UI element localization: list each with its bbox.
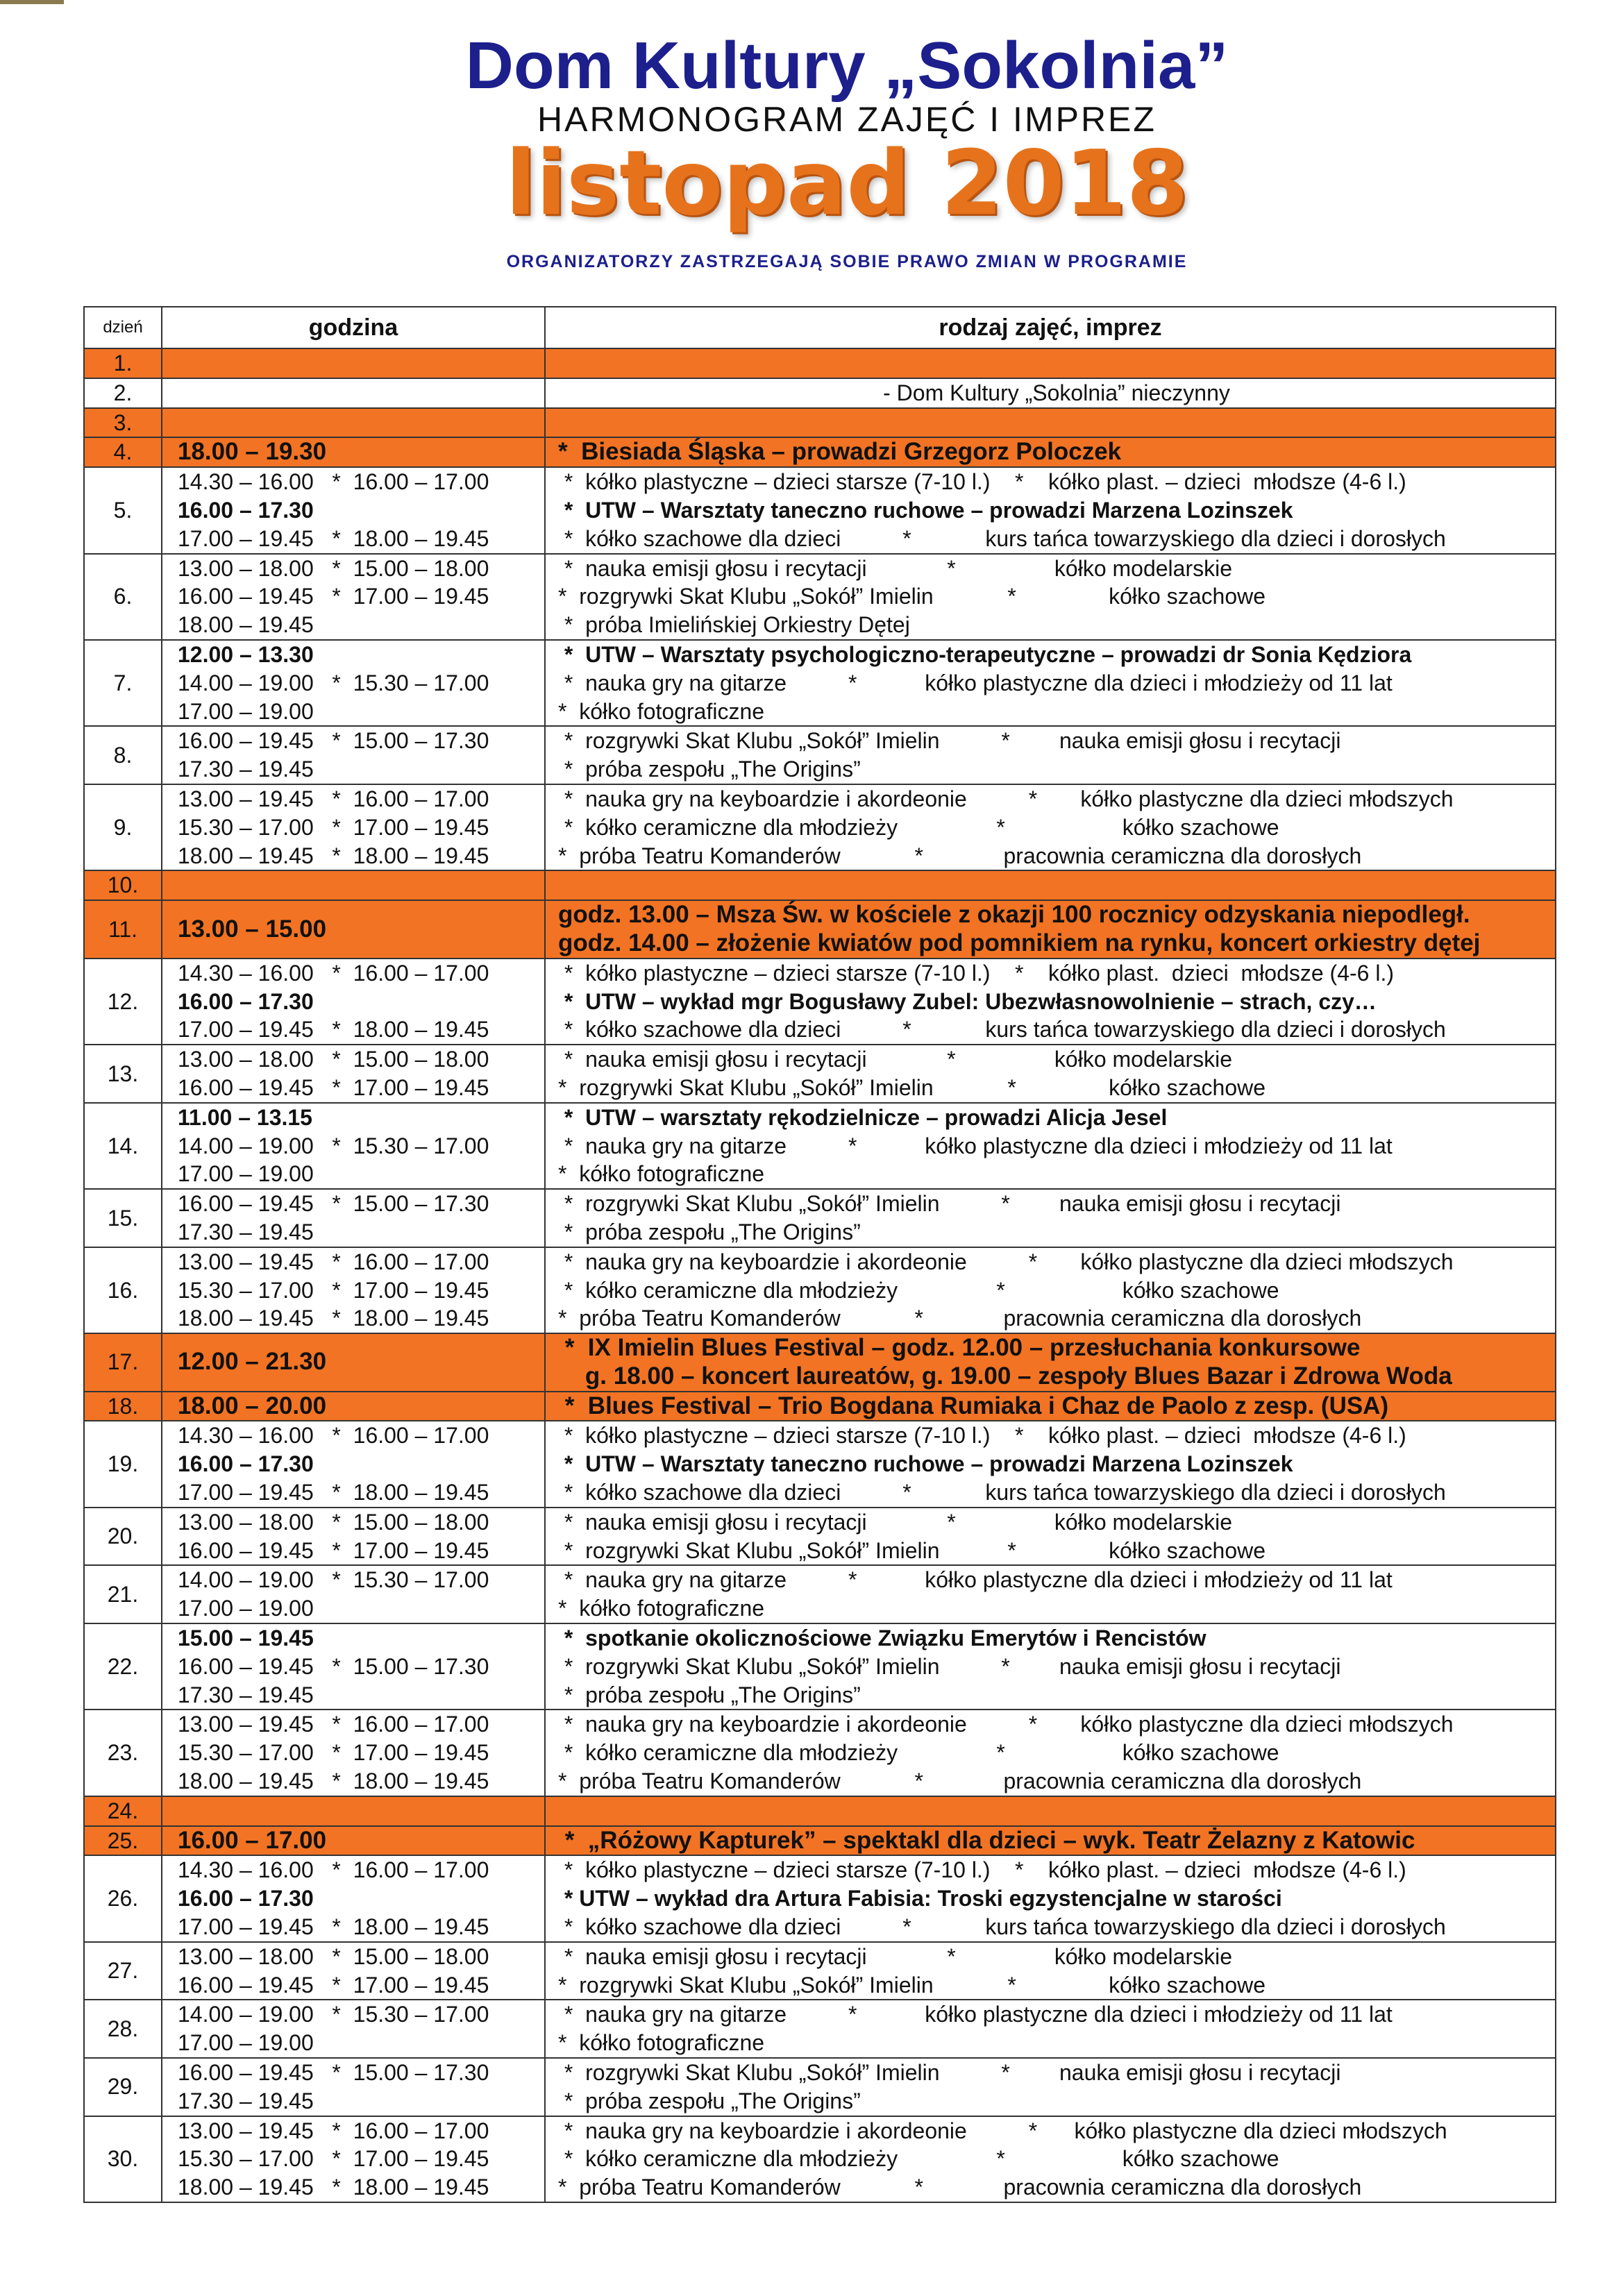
hour-line: 17.00 – 19.00	[178, 1596, 314, 1621]
hours-cell	[162, 784, 545, 870]
day-cell: 1.	[84, 348, 162, 378]
day-cell: 29.	[84, 2058, 162, 2116]
month-heading: listopad 2018	[505, 132, 1188, 235]
activity-cell	[545, 2058, 1556, 2116]
hour-line: 17.30 – 19.45	[178, 757, 314, 782]
activity-cell	[545, 1826, 1556, 1856]
activity-cell	[545, 1247, 1556, 1333]
activity-line: * nauka gry na gitarze * kółko plastyczne dla dzieci i młodzieży od 11 lat	[558, 2002, 1393, 2027]
hour-line: 18.00 – 19.45 * 18.00 – 19.45	[178, 2175, 489, 2200]
activity-line: * kółko ceramiczne dla młodzieży * kółko szachowe	[558, 1277, 1279, 1303]
activity-line: * UTW – Warsztaty taneczno ruchowe – prowadzi Marzena Lozinszek	[558, 497, 1293, 523]
activity-cell	[545, 348, 1556, 378]
activity-line: * UTW – Warsztaty psychologiczno-terapeutyczne – prowadzi dr Sonia Kędziora	[558, 641, 1412, 667]
activity-line: * próba zespołu „The Origins”	[558, 1682, 861, 1707]
hours-cell	[162, 1710, 545, 1796]
hours-cell	[162, 1796, 545, 1826]
activity-cell	[545, 726, 1556, 784]
hour-line: 18.00 – 19.45	[178, 612, 314, 638]
day-cell: 10.	[84, 870, 162, 900]
activity-cell	[545, 900, 1556, 959]
corner-mark	[0, 0, 64, 4]
activity-line: * kółko ceramiczne dla młodzieży * kółko szachowe	[558, 814, 1279, 840]
hour-line: 14.00 – 19.00 * 15.30 – 17.00	[178, 1133, 489, 1158]
hour-line: 14.30 – 16.00 * 16.00 – 17.00	[178, 1857, 489, 1883]
activity-line: * nauka emisji głosu i recytacji * kółko modelarskie	[558, 1509, 1233, 1535]
activity-cell	[545, 408, 1556, 438]
table-row	[84, 467, 1556, 553]
activity-cell	[545, 2116, 1556, 2202]
header-hour: godzina	[162, 307, 545, 348]
table-row	[84, 2116, 1556, 2202]
activity-line: godz. 14.00 – złożenie kwiatów pod pomnikiem na rynku, koncert orkiestry dętej	[558, 929, 1481, 956]
table-row	[84, 1796, 1556, 1826]
hours-cell	[162, 1826, 545, 1856]
activity-cell	[545, 1623, 1556, 1710]
activity-line: * nauka gry na gitarze * kółko plastyczne dla dzieci i młodzieży od 11 lat	[558, 670, 1393, 695]
table-row	[84, 726, 1556, 784]
activity-cell	[545, 870, 1556, 900]
table-row	[84, 1103, 1556, 1189]
day-cell: 16.	[84, 1247, 162, 1333]
hours-cell	[162, 959, 545, 1045]
hours-cell	[162, 2058, 545, 2116]
hour-line: 13.00 – 19.45 * 16.00 – 17.00	[178, 1249, 489, 1274]
hour-line: 18.00 – 19.45 * 18.00 – 19.45	[178, 843, 489, 868]
activity-line: * nauka gry na gitarze * kółko plastyczne dla dzieci i młodzieży od 11 lat	[558, 1133, 1393, 1158]
activity-cell	[545, 1565, 1556, 1623]
day-cell: 27.	[84, 1942, 162, 2000]
hour-line: 12.00 – 13.30	[178, 641, 314, 667]
hours-cell	[162, 1333, 545, 1392]
activity-line: * spotkanie okolicznościowe Związku Emerytów i Rencistów	[558, 1626, 1206, 1651]
activity-line: * kółko fotograficzne	[558, 1596, 765, 1621]
day-cell: 15.	[84, 1189, 162, 1247]
hour-line: 14.30 – 16.00 * 16.00 – 17.00	[178, 1423, 489, 1449]
activity-line: * rozgrywki Skat Klubu „Sokół” Imielin * nauka emisji głosu i recytacji	[558, 2060, 1341, 2086]
hours-cell	[162, 1565, 545, 1623]
activity-line: * UTW – wykład dra Artura Fabisia: Troski egzystencjalne w starości	[558, 1886, 1282, 1911]
activity-line: * próba zespołu „The Origins”	[558, 1219, 861, 1244]
activity-line: * rozgrywki Skat Klubu „Sokół” Imielin * kółko szachowe	[558, 1972, 1266, 1998]
activity-cell	[545, 784, 1556, 870]
hour-line: 15.30 – 17.00 * 17.00 – 19.45	[178, 1740, 489, 1766]
hour-line: 17.00 – 19.45 * 18.00 – 19.45	[178, 1017, 489, 1043]
hour-line: 18.00 – 20.00	[178, 1392, 327, 1419]
activity-cell	[545, 554, 1556, 640]
table-row	[84, 1826, 1556, 1856]
activity-line: * kółko fotograficzne	[558, 1161, 765, 1187]
table-row	[84, 408, 1556, 438]
hour-line: 11.00 – 13.15	[178, 1104, 312, 1130]
hours-cell	[162, 1189, 545, 1247]
activity-line: * próba Teatru Komanderów * pracownia ceramiczna dla dorosłych	[558, 2175, 1362, 2200]
activity-line: * próba Teatru Komanderów * pracownia ceramiczna dla dorosłych	[558, 1769, 1362, 1794]
hour-line: 14.00 – 19.00 * 15.30 – 17.00	[178, 670, 489, 695]
activity-line: * rozgrywki Skat Klubu „Sokół” Imielin * nauka emisji głosu i recytacji	[558, 1191, 1341, 1217]
hours-cell	[162, 1508, 545, 1566]
hour-line: 14.30 – 16.00 * 16.00 – 17.00	[178, 469, 489, 495]
table-row	[84, 784, 1556, 870]
table-row	[84, 900, 1556, 959]
day-cell: 9.	[84, 784, 162, 870]
hour-line: 16.00 – 19.45 * 17.00 – 19.45	[178, 1537, 489, 1563]
schedule-table	[83, 306, 1556, 2203]
activity-line: * kółko fotograficzne	[558, 698, 765, 724]
hours-cell	[162, 900, 545, 959]
activity-line: * UTW – warsztaty rękodzielnicze – prowadzi Alicja Jesel	[558, 1104, 1168, 1130]
day-cell: 19.	[84, 1421, 162, 1507]
activity-line: g. 18.00 – koncert laureatów, g. 19.00 – zespoły Blues Bazar i Zdrowa Woda	[558, 1362, 1452, 1390]
hour-line: 14.30 – 16.00 * 16.00 – 17.00	[178, 960, 489, 986]
activity-line: - Dom Kultury „Sokolnia” nieczynny	[883, 380, 1230, 405]
hour-line: 16.00 – 19.45 * 17.00 – 19.45	[178, 1074, 489, 1100]
page-title: Dom Kultury „Sokolnia”	[465, 28, 1229, 103]
activity-cell	[545, 1045, 1556, 1103]
activity-cell	[545, 378, 1556, 408]
activity-line: * nauka emisji głosu i recytacji * kółko modelarskie	[558, 1047, 1233, 1072]
day-cell: 25.	[84, 1826, 162, 1856]
day-cell: 26.	[84, 1855, 162, 1941]
hour-line: 13.00 – 19.45 * 16.00 – 17.00	[178, 2118, 489, 2143]
hour-line: 17.30 – 19.45	[178, 2088, 314, 2113]
hours-cell	[162, 1623, 545, 1710]
hours-cell	[162, 378, 545, 408]
activity-line: * rozgrywki Skat Klubu „Sokół” Imielin * nauka emisji głosu i recytacji	[558, 1653, 1341, 1679]
change-notice: ORGANIZATORZY ZASTRZEGAJĄ SOBIE PRAWO ZMIAN W PROGRAMIE	[506, 252, 1188, 271]
activity-line: * nauka gry na gitarze * kółko plastyczne dla dzieci i młodzieży od 11 lat	[558, 1567, 1393, 1593]
activity-line: * kółko plastyczne – dzieci starsze (7-10 l.) * kółko plast. – dzieci młodsze (4-6 l.)	[558, 1857, 1406, 1883]
activity-line: * kółko plastyczne – dzieci starsze (7-10 l.) * kółko plast. dzieci młodsze (4-6 l.)	[558, 960, 1394, 986]
activity-line: * UTW – Warsztaty taneczno ruchowe – prowadzi Marzena Lozinszek	[558, 1451, 1293, 1477]
table-row	[84, 1045, 1556, 1103]
day-cell: 28.	[84, 2000, 162, 2058]
day-cell: 20.	[84, 1508, 162, 1566]
activity-cell	[545, 1392, 1556, 1421]
activity-cell	[545, 1333, 1556, 1392]
hour-line: 16.00 – 19.45 * 17.00 – 19.45	[178, 1972, 489, 1998]
table-row	[84, 959, 1556, 1045]
table-row	[84, 1942, 1556, 2000]
day-cell: 11.	[84, 900, 162, 959]
activity-line: * rozgrywki Skat Klubu „Sokół” Imielin * kółko szachowe	[558, 1537, 1266, 1563]
hour-line: 16.00 – 19.45 * 17.00 – 19.45	[178, 584, 489, 609]
activity-line: * UTW – wykład mgr Bogusławy Zubel: Ubezwłasnowolnienie – strach, czy…	[558, 988, 1377, 1014]
activity-line: * IX Imielin Blues Festival – godz. 12.00 – przesłuchania konkursowe	[558, 1334, 1361, 1362]
hours-cell	[162, 348, 545, 378]
schedule-body	[84, 348, 1556, 2202]
hours-cell	[162, 408, 545, 438]
hour-line: 17.00 – 19.00	[178, 1161, 314, 1187]
day-cell: 4.	[84, 437, 162, 467]
activity-line: godz. 13.00 – Msza Św. w kościele z okazji 100 rocznicy odzyskania niepodległ.	[558, 901, 1470, 929]
table-row	[84, 1855, 1556, 1941]
day-cell: 5.	[84, 467, 162, 553]
activity-cell	[545, 1189, 1556, 1247]
hours-cell	[162, 1942, 545, 2000]
activity-line: * kółko plastyczne – dzieci starsze (7-10 l.) * kółko plast. – dzieci młodsze (4-6 l.)	[558, 469, 1406, 495]
hours-cell	[162, 437, 545, 467]
hours-cell	[162, 1247, 545, 1333]
table-row	[84, 1565, 1556, 1623]
table-row	[84, 870, 1556, 900]
day-cell: 8.	[84, 726, 162, 784]
hours-cell	[162, 554, 545, 640]
hour-line: 16.00 – 17.30	[178, 988, 314, 1014]
hour-line: 16.00 – 17.30	[178, 497, 314, 523]
activity-cell	[545, 959, 1556, 1045]
activity-line: * rozgrywki Skat Klubu „Sokół” Imielin * kółko szachowe	[558, 584, 1266, 609]
hour-line: 16.00 – 19.45 * 15.00 – 17.30	[178, 728, 489, 754]
day-cell: 24.	[84, 1796, 162, 1826]
table-header-row	[84, 307, 1556, 348]
hour-line: 13.00 – 18.00 * 15.00 – 18.00	[178, 555, 489, 581]
table-row	[84, 437, 1556, 467]
table-row	[84, 1623, 1556, 1710]
activity-line: * kółko ceramiczne dla młodzieży * kółko szachowe	[558, 2146, 1279, 2172]
table-row	[84, 378, 1556, 408]
activity-line: * nauka gry na keyboardzie i akordeonie * kółko plastyczne dla dzieci młodszych	[558, 786, 1454, 811]
table-row	[84, 1247, 1556, 1333]
activity-cell	[545, 437, 1556, 467]
hours-cell	[162, 1421, 545, 1507]
hour-line: 12.00 – 21.30	[178, 1348, 327, 1376]
activity-line: * próba Teatru Komanderów * pracownia ceramiczna dla dorosłych	[558, 843, 1362, 868]
hour-line: 13.00 – 15.00	[178, 915, 327, 943]
hour-line: 13.00 – 18.00 * 15.00 – 18.00	[178, 1943, 489, 1969]
table-row	[84, 348, 1556, 378]
day-cell: 18.	[84, 1392, 162, 1421]
hour-line: 16.00 – 19.45 * 15.00 – 17.30	[178, 2060, 489, 2086]
hour-line: 17.30 – 19.45	[178, 1219, 314, 1244]
activity-line: * kółko fotograficzne	[558, 2030, 765, 2056]
hour-line: 18.00 – 19.45 * 18.00 – 19.45	[178, 1306, 489, 1331]
page-subtitle: HARMONOGRAM ZAJĘĆ I IMPREZ	[537, 100, 1157, 139]
hour-line: 13.00 – 19.45 * 16.00 – 17.00	[178, 786, 489, 811]
hour-line: 13.00 – 18.00 * 15.00 – 18.00	[178, 1047, 489, 1072]
activity-line: * próba Teatru Komanderów * pracownia ceramiczna dla dorosłych	[558, 1306, 1362, 1331]
hour-line: 17.00 – 19.00	[178, 2030, 314, 2056]
activity-line: * kółko szachowe dla dzieci * kurs tańca towarzyskiego dla dzieci i dorosłych	[558, 1480, 1446, 1505]
hour-line: 15.00 – 19.45	[178, 1626, 314, 1651]
activity-line: * nauka gry na keyboardzie i akordeonie * kółko plastyczne dla dzieci młodszych	[558, 1249, 1454, 1274]
header-day: dzień	[84, 307, 162, 348]
hour-line: 17.00 – 19.45 * 18.00 – 19.45	[178, 1480, 489, 1505]
hour-line: 16.00 – 19.45 * 15.00 – 17.30	[178, 1653, 489, 1679]
activity-cell	[545, 1796, 1556, 1826]
hours-cell	[162, 467, 545, 553]
activity-line: * nauka gry na keyboardzie i akordeonie * kółko plastyczne dla dzieci młodszych	[558, 2118, 1447, 2143]
activity-line: * kółko szachowe dla dzieci * kurs tańca towarzyskiego dla dzieci i dorosłych	[558, 1914, 1446, 1940]
hour-line: 16.00 – 19.45 * 15.00 – 17.30	[178, 1191, 489, 1217]
hours-cell	[162, 1392, 545, 1421]
activity-cell	[545, 1103, 1556, 1189]
hour-line: 18.00 – 19.45 * 18.00 – 19.45	[178, 1769, 489, 1794]
activity-line: * próba Imielińskiej Orkiestry Dętej	[558, 612, 910, 638]
activity-line: * próba zespołu „The Origins”	[558, 757, 861, 782]
table-row	[84, 1710, 1556, 1796]
hours-cell	[162, 640, 545, 726]
day-cell: 23.	[84, 1710, 162, 1796]
activity-line: * Biesiada Śląska – prowadzi Grzegorz Poloczek	[558, 438, 1122, 466]
hour-line: 16.00 – 17.30	[178, 1886, 314, 1911]
hour-line: 15.30 – 17.00 * 17.00 – 19.45	[178, 814, 489, 840]
activity-line: * próba zespołu „The Origins”	[558, 2088, 861, 2113]
activity-line: * kółko szachowe dla dzieci * kurs tańca towarzyskiego dla dzieci i dorosłych	[558, 1017, 1446, 1043]
table-row	[84, 554, 1556, 640]
activity-cell	[545, 1855, 1556, 1941]
activity-cell	[545, 1942, 1556, 2000]
activity-cell	[545, 1421, 1556, 1507]
hours-cell	[162, 726, 545, 784]
activity-cell	[545, 2000, 1556, 2058]
day-cell: 14.	[84, 1103, 162, 1189]
activity-line: * „Różowy Kapturek” – spektakl dla dzieci – wyk. Teatr Żelazny z Katowic	[558, 1826, 1415, 1854]
activity-cell	[545, 640, 1556, 726]
activity-cell	[545, 1710, 1556, 1796]
hour-line: 14.00 – 19.00 * 15.30 – 17.00	[178, 2002, 489, 2027]
activity-line: * rozgrywki Skat Klubu „Sokół” Imielin * nauka emisji głosu i recytacji	[558, 728, 1341, 754]
table-row	[84, 2000, 1556, 2058]
day-cell: 7.	[84, 640, 162, 726]
hour-line: 17.30 – 19.45	[178, 1682, 314, 1707]
day-cell: 2.	[84, 378, 162, 408]
day-cell: 30.	[84, 2116, 162, 2202]
hours-cell	[162, 870, 545, 900]
hour-line: 15.30 – 17.00 * 17.00 – 19.45	[178, 1277, 489, 1303]
day-cell: 22.	[84, 1623, 162, 1710]
activity-line: * kółko ceramiczne dla młodzieży * kółko szachowe	[558, 1740, 1279, 1766]
header-activity: rodzaj zajęć, imprez	[545, 307, 1556, 348]
hours-cell	[162, 1103, 545, 1189]
hour-line: 17.00 – 19.45 * 18.00 – 19.45	[178, 1914, 489, 1940]
activity-line: * kółko plastyczne – dzieci starsze (7-10 l.) * kółko plast. – dzieci młodsze (4-6 l.)	[558, 1423, 1406, 1449]
activity-cell	[545, 1508, 1556, 1566]
hour-line: 13.00 – 19.45 * 16.00 – 17.00	[178, 1712, 489, 1737]
table-row	[84, 1421, 1556, 1507]
table-row	[84, 640, 1556, 726]
activity-cell	[545, 467, 1556, 553]
hour-line: 15.30 – 17.00 * 17.00 – 19.45	[178, 2146, 489, 2172]
activity-line: * Blues Festival – Trio Bogdana Rumiaka i Chaz de Paolo z zesp. (USA)	[558, 1392, 1389, 1419]
hour-line: 13.00 – 18.00 * 15.00 – 18.00	[178, 1509, 489, 1535]
activity-line: * nauka emisji głosu i recytacji * kółko modelarskie	[558, 555, 1233, 581]
table-row	[84, 1508, 1556, 1566]
table-row	[84, 1333, 1556, 1392]
table-row	[84, 2058, 1556, 2116]
day-cell: 3.	[84, 408, 162, 438]
table-row	[84, 1392, 1556, 1421]
day-cell: 21.	[84, 1565, 162, 1623]
day-cell: 17.	[84, 1333, 162, 1392]
day-cell: 12.	[84, 959, 162, 1045]
day-cell: 13.	[84, 1045, 162, 1103]
hours-cell	[162, 2116, 545, 2202]
activity-line: * rozgrywki Skat Klubu „Sokół” Imielin * kółko szachowe	[558, 1074, 1266, 1100]
activity-line: * nauka emisji głosu i recytacji * kółko modelarskie	[558, 1943, 1233, 1969]
hour-line: 16.00 – 17.00	[178, 1826, 327, 1854]
hours-cell	[162, 2000, 545, 2058]
hour-line: 17.00 – 19.00	[178, 698, 314, 724]
hour-line: 17.00 – 19.45 * 18.00 – 19.45	[178, 525, 489, 551]
hour-line: 18.00 – 19.30	[178, 438, 327, 466]
activity-line: * kółko szachowe dla dzieci * kurs tańca towarzyskiego dla dzieci i dorosłych	[558, 525, 1446, 551]
day-cell: 6.	[84, 554, 162, 640]
hours-cell	[162, 1045, 545, 1103]
table-row	[84, 1189, 1556, 1247]
activity-line: * nauka gry na keyboardzie i akordeonie * kółko plastyczne dla dzieci młodszych	[558, 1712, 1454, 1737]
hour-line: 16.00 – 17.30	[178, 1451, 314, 1477]
hours-cell	[162, 1855, 545, 1941]
hour-line: 14.00 – 19.00 * 15.30 – 17.00	[178, 1567, 489, 1593]
